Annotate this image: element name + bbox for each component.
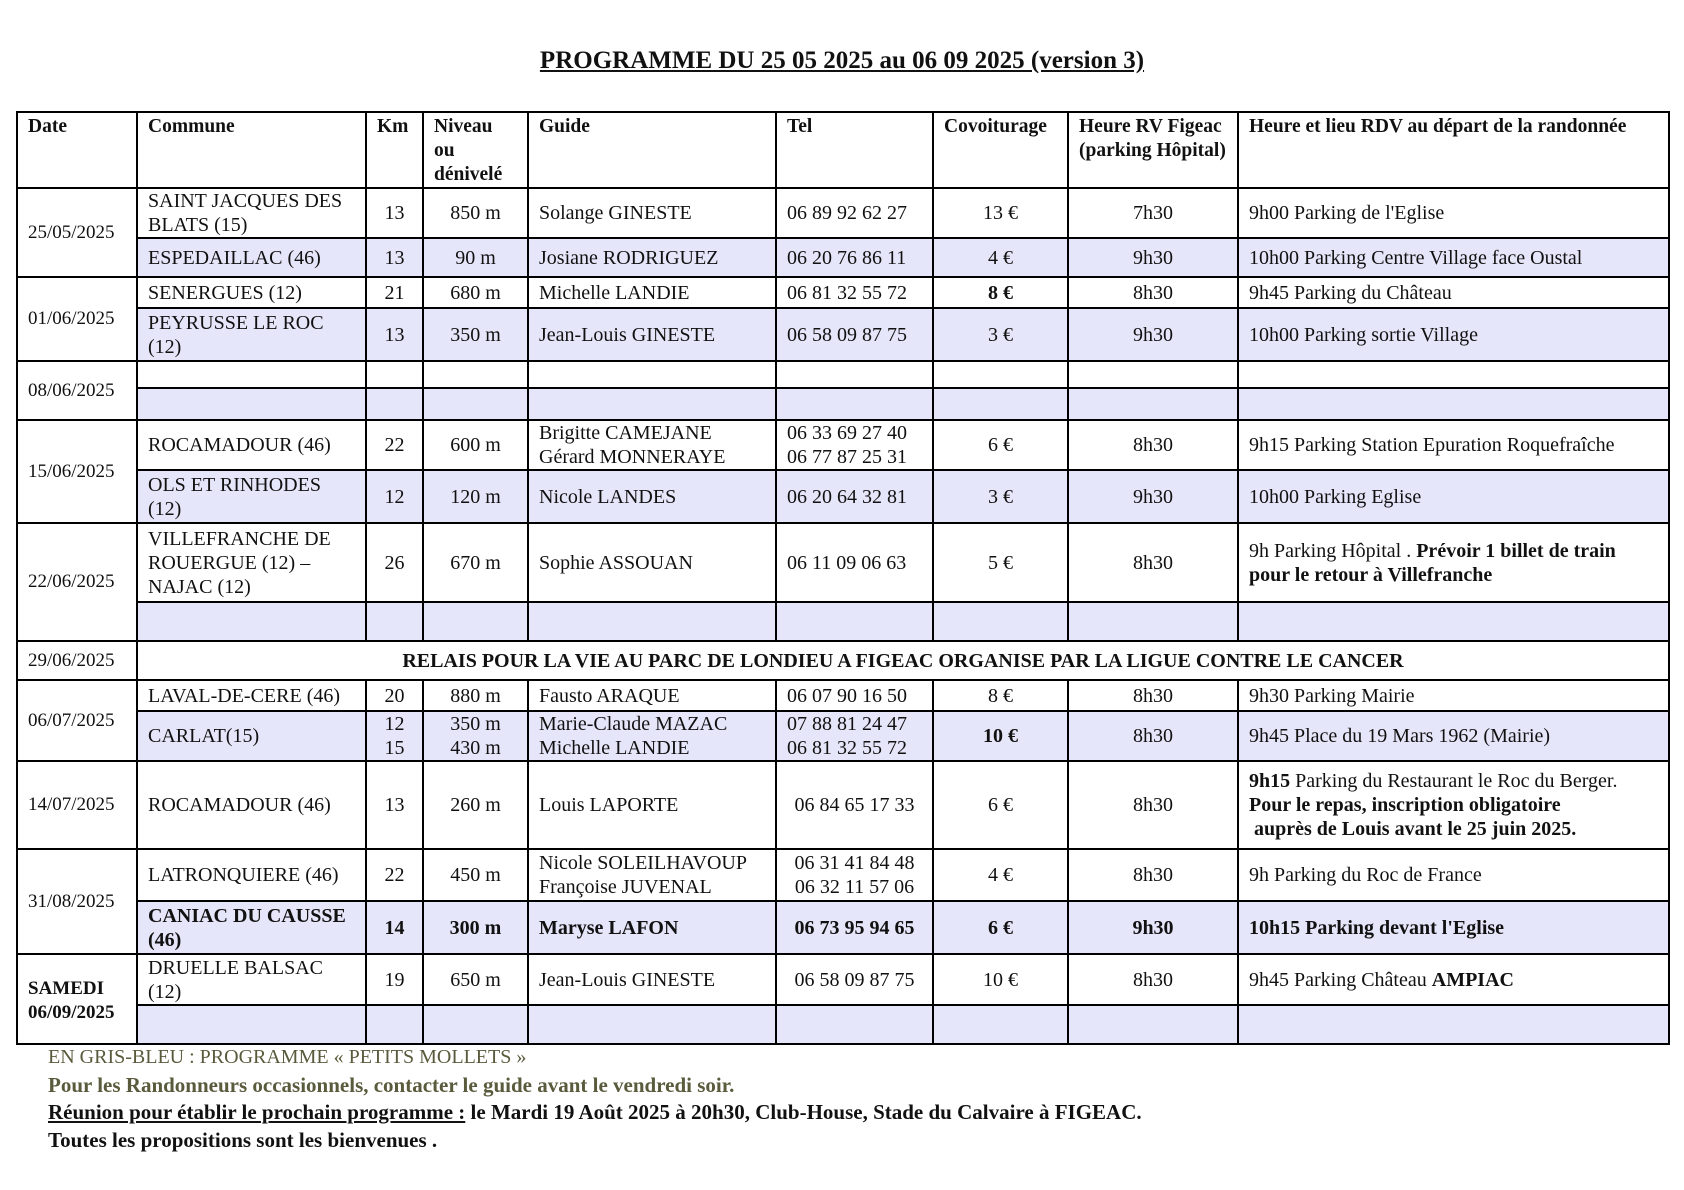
empty-cell — [528, 602, 776, 641]
rdv-cell: 10h00 Parking Centre Village face Oustal — [1238, 238, 1669, 277]
tel-cell: 06 73 95 94 65 — [776, 901, 933, 954]
niveau-cell: 850 m — [423, 188, 528, 238]
empty-cell — [423, 602, 528, 641]
covoiturage-cell: 3 € — [933, 470, 1068, 523]
phone-number: 07 88 81 24 47 — [787, 713, 907, 735]
rdv-time: 9h15 — [1249, 770, 1291, 792]
header-tel: Tel — [776, 112, 933, 188]
event-banner: RELAIS POUR LA VIE AU PARC DE LONDIEU A FIGEAC ORGANISE PAR LA LIGUE CONTRE LE CANCER — [137, 641, 1669, 680]
header-rdv: Heure et lieu RDV au départ de la randonnée — [1238, 112, 1669, 188]
heure-rv-cell: 8h30 — [1068, 711, 1238, 761]
commune-cell: CANIAC DU CAUSSE (46) — [137, 901, 366, 954]
empty-cell — [776, 361, 933, 388]
empty-cell — [1238, 1005, 1669, 1044]
tel-cell — [776, 420, 933, 470]
guide-name: Brigitte CAMEJANE — [539, 422, 712, 444]
empty-cell — [1068, 1005, 1238, 1044]
niveau-cell: 120 m — [423, 470, 528, 523]
niveau-cell: 880 m — [423, 680, 528, 711]
tel-cell: 06 20 76 86 11 — [776, 238, 933, 277]
rdv-cell: 9h30 Parking Mairie — [1238, 680, 1669, 711]
table-row — [17, 602, 1669, 641]
guide-cell: Fausto ARAQUE — [528, 680, 776, 711]
niveau-value: 430 m — [450, 737, 501, 759]
km-cell: 22 — [366, 849, 423, 901]
empty-cell — [366, 1005, 423, 1044]
rdv-text: 9h Parking Hôpital . — [1249, 539, 1417, 562]
table-row — [17, 761, 1669, 849]
guide-cell: Sophie ASSOUAN — [528, 523, 776, 602]
heure-rv-cell: 8h30 — [1068, 523, 1238, 602]
niveau-cell: 300 m — [423, 901, 528, 954]
rdv-text: 9h45 Parking Château — [1249, 968, 1432, 991]
niveau-cell: 350 m — [423, 308, 528, 361]
header-commune: Commune — [137, 112, 366, 188]
phone-number: 06 33 69 27 40 — [787, 422, 907, 444]
tel-cell: 06 20 64 32 81 — [776, 470, 933, 523]
km-cell: 22 — [366, 420, 423, 470]
rdv-cell: 9h15 Parking Station Epuration Roquefraîche — [1238, 420, 1669, 470]
covoiturage-cell: 4 € — [933, 238, 1068, 277]
rdv-cell — [1238, 523, 1669, 602]
km-cell: 12 — [366, 470, 423, 523]
km-value: 12 — [384, 713, 405, 735]
niveau-cell: 600 m — [423, 420, 528, 470]
empty-cell — [137, 361, 366, 388]
covoiturage-cell: 6 € — [933, 761, 1068, 849]
guide-cell: Josiane RODRIGUEZ — [528, 238, 776, 277]
guide-cell: Maryse LAFON — [528, 901, 776, 954]
guide-name: Françoise JUVENAL — [539, 876, 712, 898]
header-row — [17, 112, 1669, 188]
table-row — [17, 308, 1669, 361]
guide-cell: Michelle LANDIE — [528, 277, 776, 308]
table-row — [17, 277, 1669, 308]
occasional-hikers-note: Pour les Randonneurs occasionnels, contacter le guide avant le vendredi soir. — [48, 1072, 735, 1097]
rdv-note: auprès de Louis avant le 25 juin 2025. — [1254, 818, 1577, 840]
commune-cell: ESPEDAILLAC (46) — [137, 238, 366, 277]
guide-cell: Solange GINESTE — [528, 188, 776, 238]
date-cell: 29/06/2025 — [17, 641, 137, 680]
covoiturage-cell: 6 € — [933, 420, 1068, 470]
covoiturage-cell: 6 € — [933, 901, 1068, 954]
guide-name: Gérard MONNERAYE — [539, 446, 726, 468]
empty-cell — [423, 388, 528, 420]
empty-cell — [1068, 361, 1238, 388]
tel-cell — [776, 711, 933, 761]
phone-number: 06 32 11 57 06 — [794, 876, 915, 898]
table-row — [17, 523, 1669, 602]
heure-rv-cell: 9h30 — [1068, 470, 1238, 523]
rdv-cell: 9h45 Place du 19 Mars 1962 (Mairie) — [1238, 711, 1669, 761]
date-cell — [17, 954, 137, 1044]
km-cell — [366, 711, 423, 761]
rdv-cell — [1238, 761, 1669, 849]
heure-rv-cell: 9h30 — [1068, 901, 1238, 954]
meeting-note — [48, 1099, 1142, 1127]
empty-cell — [1238, 388, 1669, 420]
rdv-note: Prévoir 1 billet de train pour le retour à Villefranche — [1249, 539, 1616, 586]
heure-rv-cell: 9h30 — [1068, 308, 1238, 361]
empty-cell — [933, 388, 1068, 420]
empty-cell — [137, 1005, 366, 1044]
empty-cell — [776, 388, 933, 420]
empty-cell — [933, 361, 1068, 388]
guide-cell — [528, 420, 776, 470]
covoiturage-cell: 8 € — [933, 277, 1068, 308]
rdv-note: Pour le repas, inscription obligatoire — [1249, 794, 1561, 816]
proposals-note: Toutes les propositions sont les bienvenues . — [48, 1127, 438, 1152]
guide-cell: Nicole LANDES — [528, 470, 776, 523]
header-niveau: Niveau ou dénivelé — [423, 112, 528, 188]
heure-rv-cell: 8h30 — [1068, 849, 1238, 901]
tel-cell: 06 07 90 16 50 — [776, 680, 933, 711]
rdv-cell: 10h00 Parking Eglise — [1238, 470, 1669, 523]
tel-cell — [776, 849, 933, 901]
empty-cell — [528, 361, 776, 388]
commune-cell: SENERGUES (12) — [137, 277, 366, 308]
table-row — [17, 711, 1669, 761]
date-cell: 15/06/2025 — [17, 420, 137, 523]
empty-cell — [137, 388, 366, 420]
km-cell: 21 — [366, 277, 423, 308]
commune-cell: SAINT JACQUES DES BLATS (15) — [137, 188, 366, 238]
tel-cell: 06 11 09 06 63 — [776, 523, 933, 602]
table-row — [17, 954, 1669, 1005]
covoiturage-cell: 10 € — [933, 954, 1068, 1005]
niveau-cell: 90 m — [423, 238, 528, 277]
empty-cell — [776, 602, 933, 641]
date-cell: 06/07/2025 — [17, 680, 137, 761]
table-row — [17, 849, 1669, 901]
date-value: 06/09/2025 — [28, 1002, 115, 1023]
km-cell: 20 — [366, 680, 423, 711]
guide-cell: Jean-Louis GINESTE — [528, 308, 776, 361]
rdv-cell — [1238, 954, 1669, 1005]
empty-cell — [776, 1005, 933, 1044]
heure-rv-cell: 9h30 — [1068, 238, 1238, 277]
table-row — [17, 680, 1669, 711]
header-km: Km — [366, 112, 423, 188]
niveau-cell: 450 m — [423, 849, 528, 901]
niveau-cell: 680 m — [423, 277, 528, 308]
commune-cell: VILLEFRANCHE DE ROUERGUE (12) – NAJAC (12) — [137, 523, 366, 602]
empty-cell — [1238, 602, 1669, 641]
tel-cell: 06 89 92 62 27 — [776, 188, 933, 238]
km-cell: 13 — [366, 238, 423, 277]
empty-cell — [1238, 361, 1669, 388]
empty-cell — [366, 388, 423, 420]
km-cell: 26 — [366, 523, 423, 602]
covoiturage-cell: 4 € — [933, 849, 1068, 901]
covoiturage-cell: 10 € — [933, 711, 1068, 761]
heure-rv-cell: 8h30 — [1068, 761, 1238, 849]
table-row — [17, 388, 1669, 420]
km-cell: 14 — [366, 901, 423, 954]
commune-cell: CARLAT(15) — [137, 711, 366, 761]
rdv-cell: 9h00 Parking de l'Eglise — [1238, 188, 1669, 238]
commune-cell: ROCAMADOUR (46) — [137, 420, 366, 470]
empty-cell — [137, 602, 366, 641]
covoiturage-cell: 5 € — [933, 523, 1068, 602]
table-row — [17, 420, 1669, 470]
heure-rv-cell: 8h30 — [1068, 420, 1238, 470]
phone-number: 06 77 87 25 31 — [787, 446, 907, 468]
date-cell: 31/08/2025 — [17, 849, 137, 954]
header-date: Date — [17, 112, 137, 188]
km-cell: 19 — [366, 954, 423, 1005]
table-row — [17, 641, 1669, 680]
commune-cell: OLS ET RINHODES (12) — [137, 470, 366, 523]
rdv-cell: 10h15 Parking devant l'Eglise — [1238, 901, 1669, 954]
rdv-place-name: AMPIAC — [1431, 968, 1514, 991]
km-cell: 13 — [366, 308, 423, 361]
guide-cell: Jean-Louis GINESTE — [528, 954, 776, 1005]
niveau-value: 350 m — [450, 713, 501, 735]
rdv-text: Parking du Restaurant le Roc du Berger. — [1290, 770, 1618, 792]
table-row — [17, 901, 1669, 954]
commune-cell: PEYRUSSE LE ROC (12) — [137, 308, 366, 361]
empty-cell — [1068, 602, 1238, 641]
guide-name: Nicole SOLEILHAVOUP — [539, 852, 747, 874]
niveau-cell — [423, 711, 528, 761]
phone-number: 06 31 41 84 48 — [794, 852, 915, 874]
header-covoiturage: Covoiturage — [933, 112, 1068, 188]
covoiturage-cell: 8 € — [933, 680, 1068, 711]
date-cell: 01/06/2025 — [17, 277, 137, 361]
rdv-cell: 10h00 Parking sortie Village — [1238, 308, 1669, 361]
legend-note: EN GRIS-BLEU : PROGRAMME « PETITS MOLLETS » — [48, 1046, 527, 1068]
empty-cell — [528, 388, 776, 420]
footer-notes — [48, 1044, 1142, 1154]
rdv-cell: 9h Parking du Roc de France — [1238, 849, 1669, 901]
commune-cell: DRUELLE BALSAC (12) — [137, 954, 366, 1005]
tel-cell: 06 58 09 87 75 — [776, 954, 933, 1005]
guide-name: Michelle LANDIE — [539, 737, 690, 759]
date-day: SAMEDI — [28, 978, 105, 999]
empty-cell — [366, 361, 423, 388]
heure-rv-cell: 8h30 — [1068, 277, 1238, 308]
guide-cell: Louis LAPORTE — [528, 761, 776, 849]
table-row — [17, 361, 1669, 388]
empty-cell — [1068, 388, 1238, 420]
header-heure-rv: Heure RV Figeac (parking Hôpital) — [1068, 112, 1238, 188]
table-row — [17, 470, 1669, 523]
commune-cell: LATRONQUIERE (46) — [137, 849, 366, 901]
date-cell: 08/06/2025 — [17, 361, 137, 420]
empty-cell — [366, 602, 423, 641]
commune-cell: ROCAMADOUR (46) — [137, 761, 366, 849]
header-guide: Guide — [528, 112, 776, 188]
rdv-cell: 9h45 Parking du Château — [1238, 277, 1669, 308]
heure-rv-cell: 8h30 — [1068, 954, 1238, 1005]
niveau-cell: 650 m — [423, 954, 528, 1005]
heure-rv-cell: 8h30 — [1068, 680, 1238, 711]
empty-cell — [528, 1005, 776, 1044]
date-cell: 25/05/2025 — [17, 188, 137, 277]
guide-cell — [528, 849, 776, 901]
guide-cell — [528, 711, 776, 761]
guide-name: Marie-Claude MAZAC — [539, 713, 728, 735]
table-row — [17, 238, 1669, 277]
commune-cell: LAVAL-DE-CERE (46) — [137, 680, 366, 711]
niveau-cell: 670 m — [423, 523, 528, 602]
empty-cell — [423, 1005, 528, 1044]
date-cell: 14/07/2025 — [17, 761, 137, 849]
empty-cell — [933, 602, 1068, 641]
niveau-cell: 260 m — [423, 761, 528, 849]
empty-cell — [933, 1005, 1068, 1044]
covoiturage-cell: 3 € — [933, 308, 1068, 361]
heure-rv-cell: 7h30 — [1068, 188, 1238, 238]
empty-cell — [423, 361, 528, 388]
table-row — [17, 188, 1669, 238]
covoiturage-cell: 13 € — [933, 188, 1068, 238]
date-cell: 22/06/2025 — [17, 523, 137, 641]
km-cell: 13 — [366, 188, 423, 238]
schedule-table — [16, 111, 1670, 1045]
meeting-label: Réunion pour établir le prochain programme : — [48, 1100, 466, 1124]
table-row — [17, 1005, 1669, 1044]
km-cell: 13 — [366, 761, 423, 849]
tel-cell: 06 81 32 55 72 — [776, 277, 933, 308]
km-value: 15 — [384, 737, 405, 759]
page-title: PROGRAMME DU 25 05 2025 au 06 09 2025 (version 3) — [539, 47, 1145, 74]
phone-number: 06 81 32 55 72 — [787, 737, 907, 759]
tel-cell: 06 58 09 87 75 — [776, 308, 933, 361]
tel-cell: 06 84 65 17 33 — [776, 761, 933, 849]
meeting-details: le Mardi 19 Août 2025 à 20h30, Club-House, Stade du Calvaire à FIGEAC. — [465, 1100, 1142, 1124]
